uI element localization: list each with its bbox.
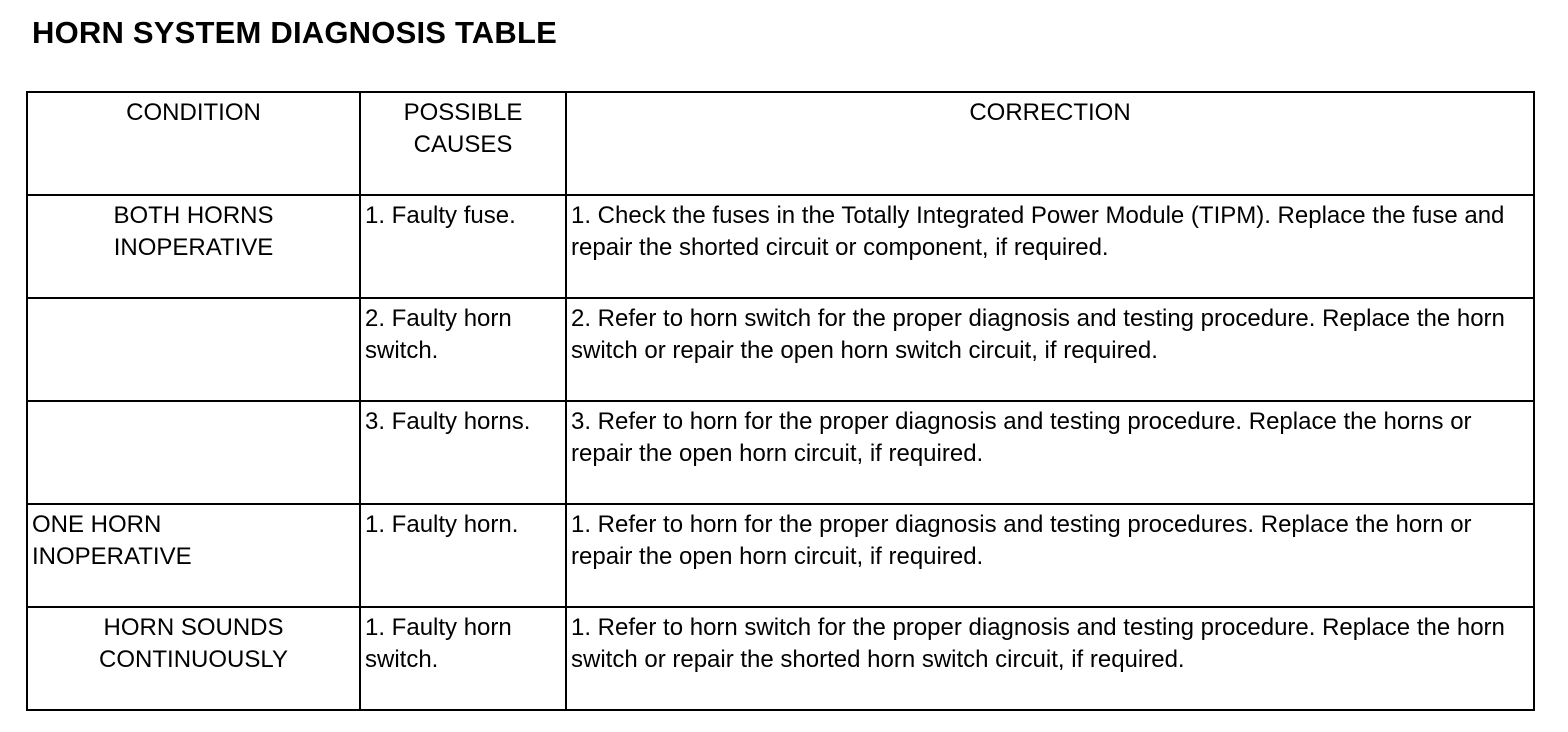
correction-cell	[566, 504, 1534, 607]
cause-text: 3. Faulty horns.	[365, 408, 531, 435]
condition-cell	[27, 298, 360, 401]
condition-text: ONE HORN INOPERATIVE	[32, 511, 192, 570]
condition-cell	[27, 195, 360, 298]
cause-text: 1. Faulty fuse.	[365, 202, 516, 229]
condition-cell	[27, 401, 360, 504]
cause-cell	[360, 504, 566, 607]
condition-cell	[27, 607, 360, 710]
cause-text: 1. Faulty horn switch.	[365, 614, 512, 673]
page-title: HORN SYSTEM DIAGNOSIS TABLE	[32, 15, 557, 50]
header-causes-label: POSSIBLE CAUSES	[403, 99, 523, 158]
condition-cell	[27, 504, 360, 607]
table-row	[27, 401, 1534, 504]
table-header-row	[27, 92, 1534, 195]
diagnosis-table	[26, 91, 1535, 711]
condition-text: HORN SOUNDS CONTINUOUSLY	[99, 614, 288, 673]
header-condition-label: CONDITION	[126, 99, 261, 126]
cause-cell	[360, 401, 566, 504]
correction-text: 2. Refer to horn switch for the proper diagnosis and testing procedure. Replace the horn switch or repair the open horn switch circuit, if required.	[571, 305, 1505, 364]
header-correction	[566, 92, 1534, 195]
table-row	[27, 298, 1534, 401]
correction-cell	[566, 195, 1534, 298]
cause-cell	[360, 195, 566, 298]
table-row	[27, 607, 1534, 710]
cause-cell	[360, 298, 566, 401]
header-possible-causes	[360, 92, 566, 195]
correction-text: 1. Refer to horn for the proper diagnosis and testing procedures. Replace the horn or repair the open horn circuit, if required.	[571, 511, 1472, 570]
cause-cell	[360, 607, 566, 710]
cause-text: 1. Faulty horn.	[365, 511, 519, 538]
correction-cell	[566, 401, 1534, 504]
correction-text: 1. Refer to horn switch for the proper diagnosis and testing procedure. Replace the horn switch or repair the shorted horn switch circuit, if required.	[571, 614, 1505, 673]
correction-cell	[566, 607, 1534, 710]
table-row	[27, 195, 1534, 298]
correction-cell	[566, 298, 1534, 401]
table-row	[27, 504, 1534, 607]
correction-text: 3. Refer to horn for the proper diagnosis and testing procedure. Replace the horns or repair the open horn circuit, if required.	[571, 408, 1472, 467]
header-condition	[27, 92, 360, 195]
condition-text: BOTH HORNS INOPERATIVE	[113, 202, 274, 261]
header-correction-label: CORRECTION	[969, 99, 1131, 126]
cause-text: 2. Faulty horn switch.	[365, 305, 512, 364]
correction-text: 1. Check the fuses in the Totally Integrated Power Module (TIPM). Replace the fuse and repair the shorted circuit or component, if required.	[571, 202, 1505, 261]
